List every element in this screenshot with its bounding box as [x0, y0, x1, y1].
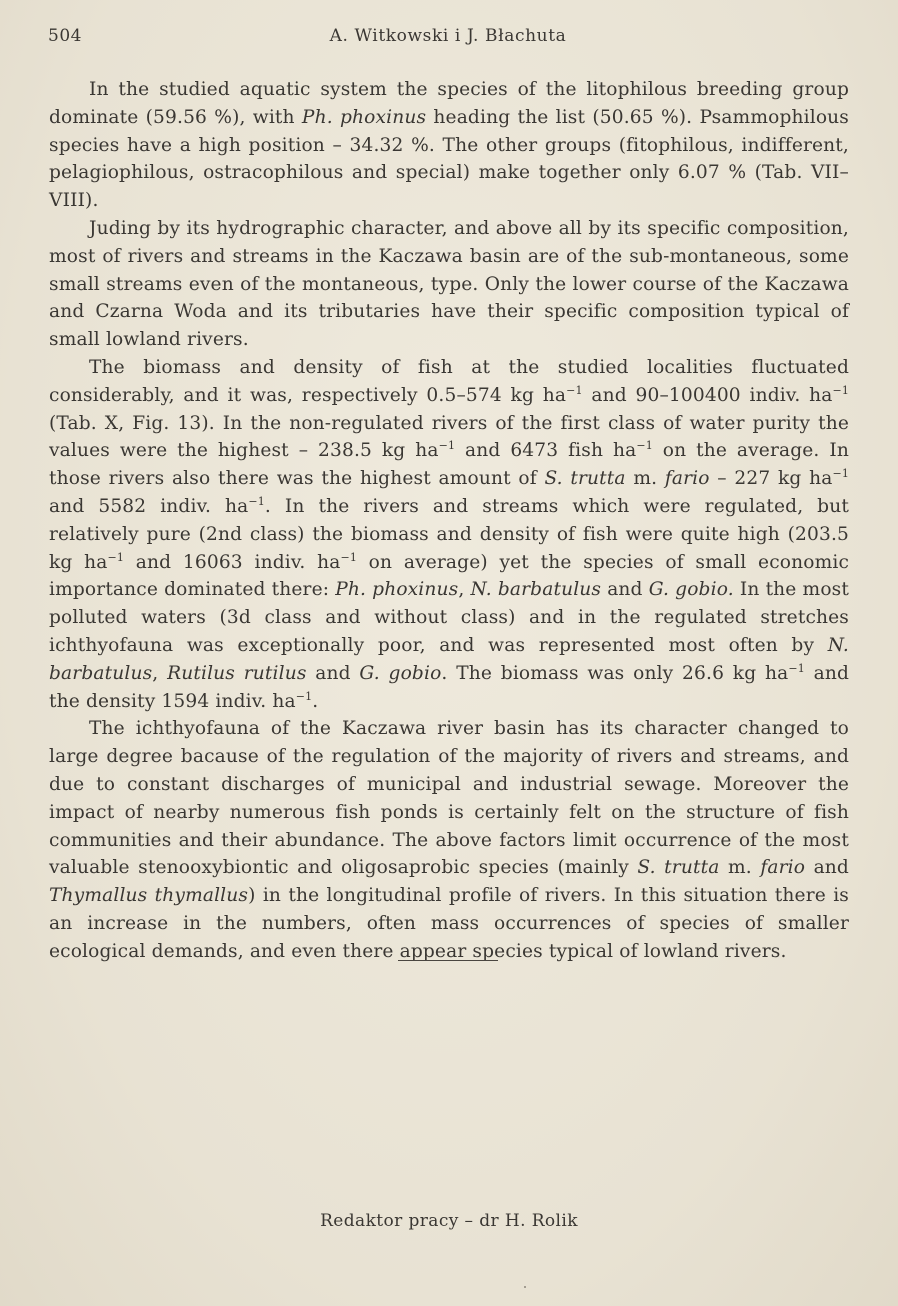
text-run: – 227 kg ha — [709, 468, 833, 490]
text-run: and 5582 indiv. ha — [49, 495, 249, 517]
text-run: The biomass and density of fish at the studied localities fluctuated considerably, and it was, respectively 0.5–574 kg ha — [49, 356, 849, 406]
exponent: −1 — [248, 494, 265, 508]
exponent: −1 — [340, 550, 357, 564]
text-run: . The biomass was only 26.6 kg ha — [441, 662, 789, 684]
species-name: N. barbatulus — [49, 634, 849, 684]
species-name: Ph. phoxinus — [335, 579, 459, 601]
page-number: 504 — [48, 26, 82, 46]
text-run: m. — [719, 857, 761, 879]
editor-credit: Redaktor pracy – dr H. Rolik — [320, 1211, 578, 1231]
text-run: and — [601, 579, 649, 601]
text-run: and 90–100400 indiv. ha — [582, 384, 833, 406]
text-run: and 16063 indiv. ha — [124, 551, 341, 573]
text-run: , — [458, 579, 471, 601]
exponent: −1 — [295, 689, 313, 703]
running-title: A. Witkowski i J. Błachuta — [329, 26, 567, 46]
text-run: In the most polluted waters (3d class and without class) and in the regulated stretches ichthyofauna was exceptionally poor, and was represented most often by — [49, 579, 849, 656]
exponent: −1 — [438, 439, 456, 453]
exponent: −1 — [636, 439, 653, 453]
species-name: fario — [760, 857, 806, 879]
text-run: and — [805, 857, 849, 879]
species-name: G. gobio. — [648, 579, 734, 601]
species-name: N. barbatulus — [470, 579, 602, 601]
section-divider — [398, 960, 498, 961]
text-run: In the studied aquatic system the species of the litophilous breeding group dominate (59.56 %), with — [49, 79, 849, 128]
species-name: S. trutta — [637, 857, 720, 879]
species-name: Ph. phoxinus — [301, 106, 427, 128]
exponent: −1 — [788, 661, 805, 675]
species-name: fario — [664, 468, 710, 490]
species-name: Thymallus thymallus — [49, 885, 249, 907]
species-name: Rutilus rutilus — [167, 662, 307, 684]
text-run: . In the rivers and streams which were regulated, but relatively pure (2nd class) the biomass and density of fish were quite high (203.5 kg ha — [49, 495, 849, 573]
text-run: (Tab. X, Fig. 13). In the non-regulated rivers of the first class of water purity the values were the highest – 238.5 kg ha — [49, 412, 849, 462]
text-run: Juding by its hydrographic character, and above all by its specific composition, most of rivers and streams in the Kaczawa basin are of the sub-montaneous, some small streams even of the montaneous, type. Only the lower course of the Kaczawa and Czarna Woda and its tributaries have their specific composition typical of small lowland rivers. — [49, 217, 849, 351]
paragraph-1 — [49, 76, 849, 215]
text-run: m. — [625, 468, 665, 490]
text-run: The ichthyofauna of the Kaczawa river basin has its character changed to large degree bacause of the regulation of the majority of rivers and streams, and due to constant discharges of municipal and industrial sewage. Moreover the impact of nearby numerous fish ponds is certainly felt on the structure of fish communities and their abundance. The above factors limit occurrence of the most valuable stenooxybiontic and oligosaprobic species (mainly — [49, 718, 849, 879]
text-run: on the average. In those rivers also there was the highest amount of — [49, 440, 849, 490]
body-text — [49, 76, 849, 966]
exponent: −1 — [832, 383, 849, 397]
text-run: and 6473 fish ha — [455, 440, 637, 462]
species-name: S. trutta — [544, 468, 626, 490]
running-head — [48, 26, 848, 50]
text-run: and — [306, 662, 360, 684]
text-run: , — [152, 662, 168, 684]
paragraph-2 — [49, 215, 849, 354]
text-run: ) in the longitudinal profile of rivers. In this situation there is an increase in the numbers, often mass occurrences of species of smaller ecological demands, and even there appear species typical of lowland rivers. — [49, 885, 849, 962]
text-run: and the density 1594 indiv. ha — [49, 662, 849, 712]
species-name: G. gobio — [359, 662, 442, 684]
text-run: heading the list (50.65 %). Psammophilous species have a high position – 34.32 %. The other groups (fitophilous, indifferent, pelagiophilous, ostracophilous and special) make together only 6.07 % (Tab. VII–VIII). — [49, 106, 850, 212]
paragraph-3 — [49, 354, 849, 715]
paragraph-4 — [49, 715, 849, 965]
text-run: . — [312, 690, 319, 712]
exponent: −1 — [566, 383, 583, 397]
text-run: on average) yet the species of small economic importance dominated there: — [49, 551, 850, 601]
exponent: −1 — [107, 550, 125, 564]
print-speck — [524, 1286, 526, 1288]
exponent: −1 — [832, 467, 849, 481]
